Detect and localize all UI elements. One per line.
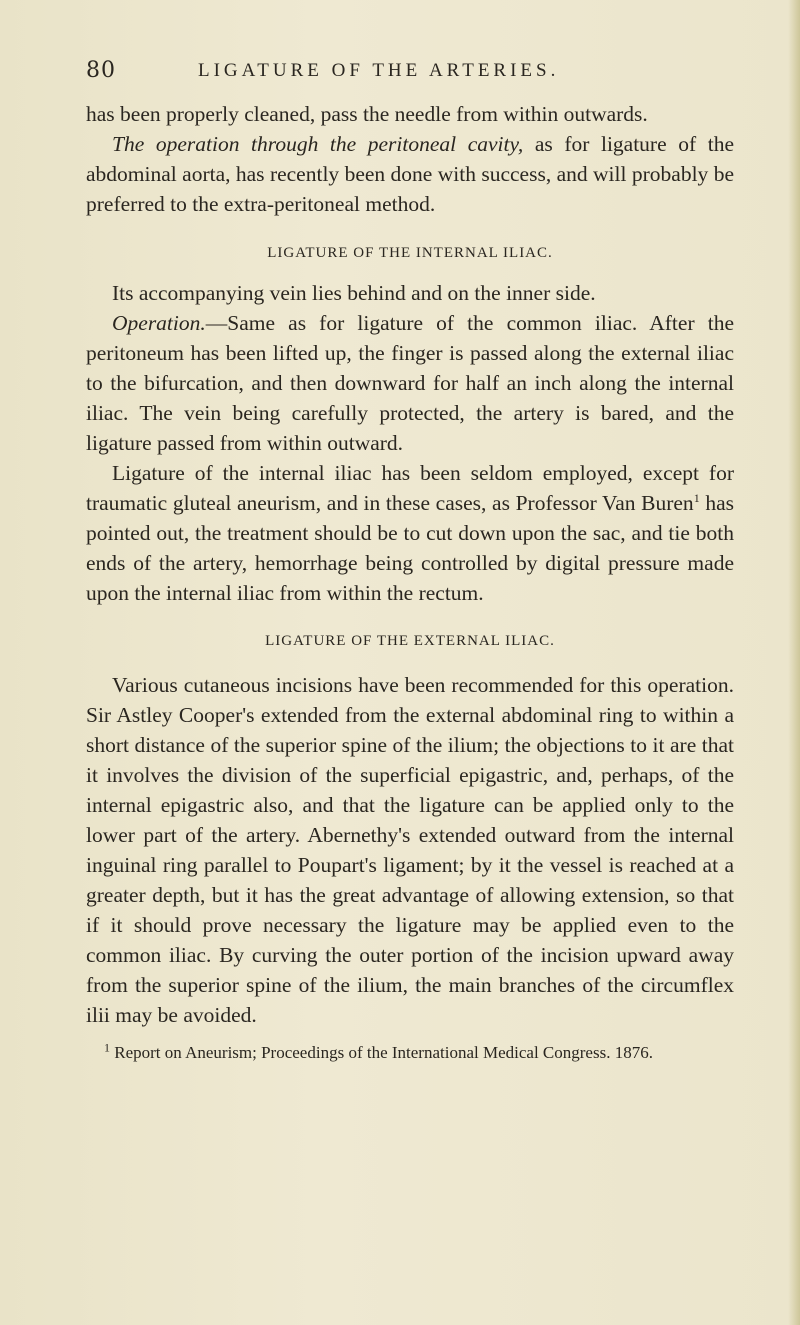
footnote xyxy=(86,1042,734,1064)
page-header xyxy=(86,58,726,90)
paragraph-continuation: has been properly cleaned, pass the needle from within outwards. xyxy=(86,102,648,126)
italic-phrase: Operation. xyxy=(112,311,206,335)
paragraph-peritoneal-operation xyxy=(86,129,734,219)
page-edge xyxy=(788,0,800,1325)
paragraph-text: Ligature of the internal iliac has been seldom employed, except for traumatic gluteal aneurism, and in these cases, as Professor Van Buren xyxy=(86,461,734,515)
section-heading-internal-iliac: LIGATURE OF THE INTERNAL ILIAC. xyxy=(267,245,553,261)
paragraph-internal-iliac-use xyxy=(86,458,734,608)
page-number: 80 xyxy=(86,58,116,83)
paragraph-incisions: Various cutaneous incisions have been recommended for this operation. Sir Astley Cooper's extended from the external abdominal ring to within a short distance of the superior spine of the ilium; the objections to it are that it involves the division of the superficial epigastric, and, perhaps, of the internal epigastric also, and that the ligature can be applied only to the lower part of the artery. Abernethy's extended outward from the internal inguinal ring parallel to Poupart's ligament; by it the vessel is reached at a greater depth, but it has the great advantage of allowing extension, so that if it should prove necessary the ligature may be applied even to the common iliac. By curving the outer portion of the incision upward away from the superior spine of the ilium, the main branches of the circumflex ilii may be avoided. xyxy=(86,673,734,1027)
footnote-text: Report on Aneurism; Proceedings of the International Medical Congress. 1876. xyxy=(110,1043,653,1062)
paragraph-text: has pointed out, the treatment should be to cut down upon the sac, and tie both ends of the artery, hemorrhage being controlled by digital pressure made upon the internal iliac from within the rectum. xyxy=(86,491,734,605)
paragraph-text: as for ligature of the abdominal aorta, has recently been done with success, and will probably be preferred to the extra-peritoneal method. xyxy=(86,132,734,216)
footnote-marker: 1 xyxy=(104,1040,110,1055)
body-text xyxy=(86,99,734,1064)
paragraph-operation xyxy=(86,308,734,458)
paragraph-text: —Same as for ligature of the common iliac. After the peritoneum has been lifted up, the finger is passed along the external iliac to the bifurcation, and then downward for half an inch along the internal iliac. The vein being carefully protected, the artery is bared, and the ligature passed from within outward. xyxy=(86,311,734,455)
section-heading-external-iliac: LIGATURE OF THE EXTERNAL ILIAC. xyxy=(265,633,555,649)
running-head: LIGATURE OF THE ARTERIES. xyxy=(198,60,560,81)
paragraph-vein: Its accompanying vein lies behind and on the inner side. xyxy=(112,281,596,305)
footnote-reference: 1 xyxy=(693,490,700,505)
italic-phrase: The operation through the peritoneal cavity, xyxy=(112,132,524,156)
